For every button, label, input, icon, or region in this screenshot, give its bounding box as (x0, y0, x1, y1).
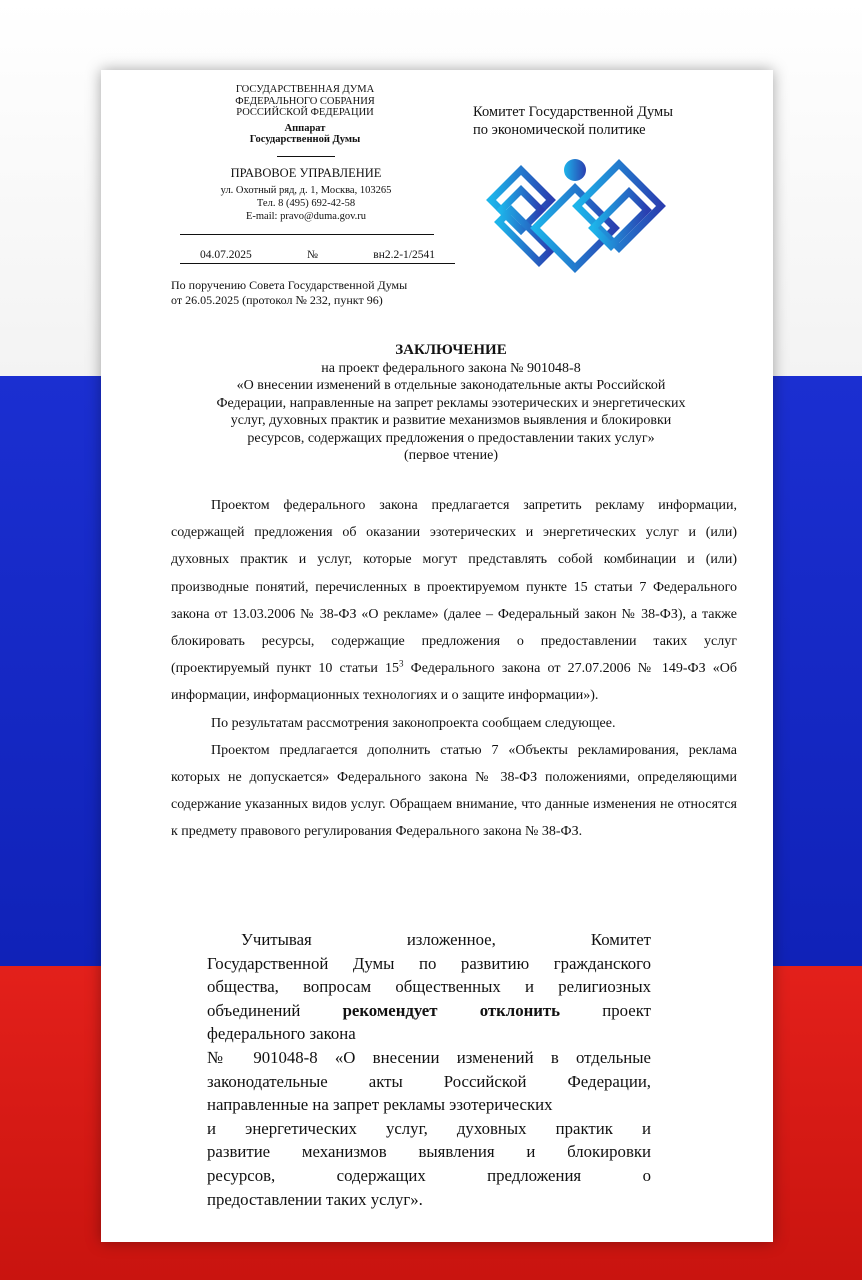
registration-line (180, 248, 455, 262)
order-reference: По поручению Совета Государственной Думы от 26.05.2025 (протокол № 232, пункт 96) (171, 278, 408, 307)
duma-line: РОССИЙСКОЙ ФЕДЕРАЦИИ (236, 107, 374, 118)
body-paragraph-2: По результатам рассмотрения законопроекта сообщаем следующее. (211, 715, 616, 731)
duma-line: ГОСУДАРСТВЕННАЯ ДУМА (235, 84, 375, 95)
document-title: ЗАКЛЮЧЕНИЕ на проект федерального закона № 901048-8 «О внесении изменений в отдельные законодательные акты Российской Федерации, направленные на запрет рекламы эзотерических и энергетических услуг, духовных практик и развитие механизмов выявления и блокировки ресурсов, содержащих предложения о предоставлении таких услуг» (первое чтение) (161, 342, 741, 465)
recommendation-emphasis: рекомендует отклонить (342, 1000, 561, 1020)
document-date: 04.07.2025 (200, 249, 252, 261)
apparatus-line: Аппарат (284, 122, 326, 134)
phone: Тел. 8 (495) 692-42-58 (256, 198, 356, 209)
body-paragraph-1: Проектом федерального закона предлагается запретить рекламу информации, содержащей предложения об оказании эзотерических и энергетических услуг и (или) духовных практик и услуг, которые могут представлять собой комбинации и (или) производные понятий, перечисленных в проектируемом пункте 15 статьи 7 Федерального закона от 13.03.2006 № 38-ФЗ «О рекламе» (далее – Федеральный закон № 38-ФЗ), а также блокировать ресурсы, содержащие предложения о предоставлении таких услуг (проектируемый пункт 10 статьи $15^3$ Федерального закона от 27.07.2006 № 149-ФЗ «Об информации, информационных технологиях и о защите информации»). (171, 498, 737, 704)
committee-logo-icon (479, 158, 673, 280)
committee-name: Комитет Государственной Думы по экономической политике (473, 104, 673, 138)
number-sign: № (307, 249, 318, 261)
apparatus-line: Государственной Думы (249, 134, 361, 145)
duma-letterhead (211, 84, 399, 146)
divider (180, 234, 434, 235)
divider (180, 263, 455, 264)
document-number: вн2.2-1/2541 (373, 249, 435, 261)
department-name: ПРАВОВОЕ УПРАВЛЕНИЕ (230, 166, 382, 180)
title-heading: ЗАКЛЮЧЕНИЕ (395, 342, 507, 358)
divider (277, 156, 335, 157)
document-sheet (101, 70, 773, 1242)
address: ул. Охотный ряд, д. 1, Москва, 103265 (220, 185, 392, 196)
duma-line: ФЕДЕРАЛЬНОГО СОБРАНИЯ (235, 95, 375, 107)
contact-block (181, 184, 431, 223)
document-body (171, 492, 737, 846)
conclusion-overlay: Учитывая изложенное, Комитет Государственной Думы по развитию гражданского общества, вопросам общественных и религиозных объединений рекомендует отклонить проект федерального закона № 901048-8 «О внесении изменений в отдельные законодательные акты Российской Федерации, направленные на запрет рекламы эзотерических и энергетических услуг, духовных практик и развитие механизмов выявления и блокировки ресурсов, содержащих предложения о предоставлении таких услуг». (207, 930, 651, 1209)
email: E-mail: pravo@duma.gov.ru (245, 211, 367, 222)
body-paragraph-3: Проектом предлагается дополнить статью 7 «Объекты рекламирования, реклама которых не допускается» Федерального закона № 38-ФЗ положениями, определяющими содержание указанных видов услуг. Обращаем внимание, что данные изменения не относятся к предмету правового регулирования Федерального закона № 38-ФЗ. (171, 742, 737, 840)
